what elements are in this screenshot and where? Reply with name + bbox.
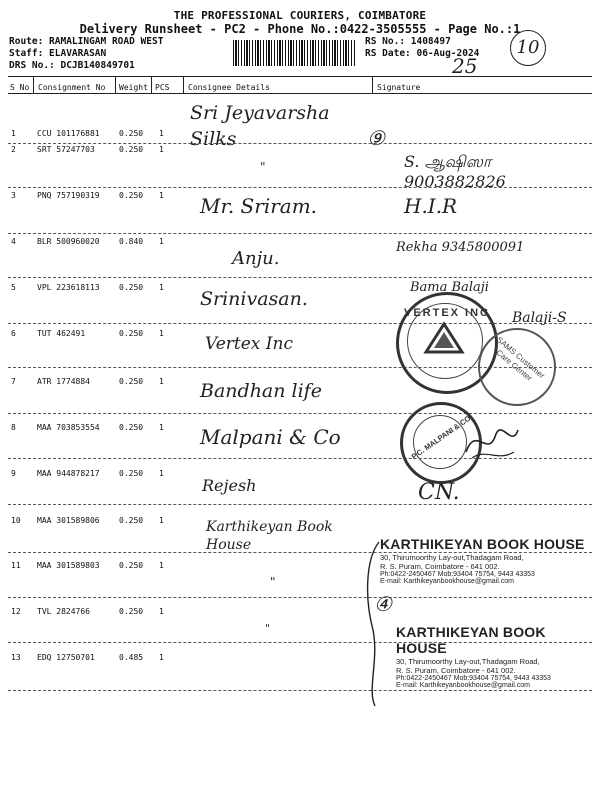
row-consignee-handwritten: Sri Jeyavarsha Silks — [190, 102, 330, 150]
row-consignment: MAA 301589806 — [37, 516, 100, 525]
book-house-address: 30, Thirumoorthy Lay-out,Thadagam Road, — [396, 657, 540, 666]
row-sno: 12 — [11, 607, 21, 616]
row-consignee-handwritten: Vertex Inc — [205, 334, 293, 354]
book-house-address: 30, Thirumoorthy Lay-out,Thadagam Road, — [380, 553, 524, 562]
barcode — [233, 40, 355, 66]
row-consignment: PNQ 757190319 — [37, 191, 100, 200]
row-weight: 0.250 — [119, 607, 144, 616]
rs-date: RS Date: 06-Aug-2024 — [365, 48, 480, 59]
row-consignment: SRT 57247703 — [37, 145, 95, 154]
row-weight: 0.485 — [119, 653, 144, 662]
row-signature: S. ஆஷிஸா 9003882826 — [404, 152, 506, 191]
row-consignment: MAA 944878217 — [37, 469, 100, 478]
handwritten-circled-count: 10 — [510, 30, 546, 66]
row-sno: 2 — [11, 145, 16, 154]
row-separator — [8, 233, 592, 234]
row-consignee-handwritten: Mr. Sriram. — [200, 194, 318, 218]
row-separator — [8, 597, 592, 598]
book-house-email: E-mail: Karthikeyanbookhouse@gmail.com — [380, 578, 514, 585]
row-sno: 7 — [11, 377, 16, 386]
row-pcs: 1 — [159, 237, 164, 246]
book-house-email: E-mail: Karthikeyanbookhouse@gmail.com — [396, 682, 530, 689]
row-weight: 0.840 — [119, 237, 144, 246]
row-pcs: 1 — [159, 516, 164, 525]
row-separator — [8, 504, 592, 505]
row-consignment: CCU 101176881 — [37, 129, 100, 138]
row-weight: 0.250 — [119, 283, 144, 292]
col-consignee: Consignee Details — [188, 83, 270, 92]
row-pcs: 1 — [159, 469, 164, 478]
row-separator — [8, 277, 592, 278]
sams-stamp-text: SAMS Customer Care Center — [494, 335, 547, 383]
row-consignee-handwritten: Anju. — [232, 248, 280, 269]
row-consignment: TVL 2824766 — [37, 607, 90, 616]
row-weight: 0.250 — [119, 129, 144, 138]
row-sno: 3 — [11, 191, 16, 200]
col-sno: S No — [10, 83, 30, 92]
row-signature: Bama Balaji — [410, 280, 489, 295]
row-weight: 0.250 — [119, 423, 144, 432]
row-consignment: TUT 462491 — [37, 329, 86, 338]
book-house-name: KARTHIKEYAN BOOK HOUSE — [380, 536, 585, 552]
staff-label: Staff: ELAVARASAN — [9, 48, 107, 59]
sams-stamp — [478, 328, 556, 406]
row-consignee-handwritten: " — [260, 160, 266, 174]
row-sno: 6 — [11, 329, 16, 338]
row-pcs: 1 — [159, 329, 164, 338]
row-pcs: 1 — [159, 561, 164, 570]
book-house-city: R. S. Puram, Coimbatore - 641 002. — [380, 562, 500, 571]
row-pcs: 1 — [159, 191, 164, 200]
col-divider — [33, 77, 34, 93]
row-pcs: 1 — [159, 423, 164, 432]
row-consignee-handwritten: Rejesh — [202, 476, 257, 495]
row-signature: Rekha 9345800091 — [396, 240, 525, 255]
col-pcs: PCS — [155, 83, 170, 92]
row-consignee-handwritten: Malpani & Co — [200, 425, 341, 449]
row-consignee-handwritten: " — [265, 622, 271, 635]
bracket-mark-icon — [355, 540, 385, 710]
header-rule-bottom — [8, 93, 592, 94]
row-separator — [8, 187, 592, 188]
row-separator — [8, 413, 592, 414]
row-consignment: ATR 1774884 — [37, 377, 90, 386]
row-consignment: MAA 703853554 — [37, 423, 100, 432]
col-divider — [372, 77, 373, 93]
book-house-city: R. S. Puram, Coimbatore - 641 002. — [396, 666, 516, 675]
row-separator — [8, 690, 592, 691]
handwritten-count: 25 — [452, 54, 478, 78]
row-consignee-handwritten: Srinivasan. — [200, 288, 308, 310]
row-sno: 1 — [11, 129, 16, 138]
row-weight: 0.250 — [119, 469, 144, 478]
row-sno: 4 — [11, 237, 16, 246]
col-divider — [151, 77, 152, 93]
col-divider — [183, 77, 184, 93]
row-sno: 11 — [11, 561, 21, 570]
col-divider — [115, 77, 116, 93]
runsheet-title: THE PROFESSIONAL COURIERS, COIMBATORE — [173, 9, 427, 22]
row-weight: 0.250 — [119, 329, 144, 338]
row-weight: 0.250 — [119, 377, 144, 386]
row-sno: 5 — [11, 283, 16, 292]
row-signature: H.I.R — [404, 194, 458, 218]
runsheet-subtitle: Delivery Runsheet - PC2 - Phone No.:0422-3505555 - Page No.:1 — [79, 22, 521, 36]
drs-label: DRS No.: DCJB140849701 — [9, 60, 135, 71]
row-weight: 0.250 — [119, 191, 144, 200]
row-consignee-handwritten: Bandhan life — [200, 380, 322, 402]
col-signature: Signature — [377, 83, 421, 92]
row-pcs: 1 — [159, 283, 164, 292]
row-consignment: BLR 500960020 — [37, 237, 100, 246]
col-consignment: Consignment No — [38, 83, 106, 92]
row-sno: 9 — [11, 469, 16, 478]
row-weight: 0.250 — [119, 561, 144, 570]
rs-number: RS No.: 1408497 — [365, 36, 451, 47]
row-separator — [8, 143, 592, 144]
row-sno: 13 — [11, 653, 21, 662]
row-signature: ④ — [374, 592, 392, 616]
malpani-stamp-text: P.C. MALPANI & CO — [409, 413, 473, 462]
row-pcs: 1 — [159, 653, 164, 662]
row-pcs: 1 — [159, 145, 164, 154]
row-consignment: VPL 223618113 — [37, 283, 100, 292]
book-house-stamp — [380, 536, 590, 585]
row-consignee-handwritten: Karthikeyan Book House — [206, 519, 333, 553]
row-signature: CN. — [418, 480, 460, 505]
col-weight: Weight — [119, 83, 148, 92]
row-separator — [8, 323, 592, 324]
book-house-stamp — [396, 624, 592, 689]
book-house-phone: Ph:0422-2450467 Mob:93404 75754, 9443 43353 — [380, 571, 535, 578]
row-signature: ⑨ — [367, 126, 385, 150]
row-pcs: 1 — [159, 129, 164, 138]
book-house-phone: Ph:0422-2450467 Mob:93404 75754, 9443 43353 — [396, 675, 551, 682]
row-sno: 10 — [11, 516, 21, 525]
row-pcs: 1 — [159, 377, 164, 386]
row-weight: 0.250 — [119, 145, 144, 154]
row-pcs: 1 — [159, 607, 164, 616]
row-sno: 8 — [11, 423, 16, 432]
header-rule-top — [8, 76, 592, 77]
vertex-stamp-text: VERTEX INC — [403, 307, 490, 319]
row-signature: Balaji-S — [512, 310, 567, 326]
book-house-name: KARTHIKEYAN BOOK HOUSE — [396, 624, 546, 656]
row-consignee-handwritten: " — [270, 575, 276, 589]
route-label: Route: RAMALINGAM ROAD WEST — [9, 36, 164, 47]
row-weight: 0.250 — [119, 516, 144, 525]
row-consignment: EDQ 12750701 — [37, 653, 95, 662]
row-consignment: MAA 301589803 — [37, 561, 100, 570]
malpani-signature-icon — [462, 418, 522, 468]
